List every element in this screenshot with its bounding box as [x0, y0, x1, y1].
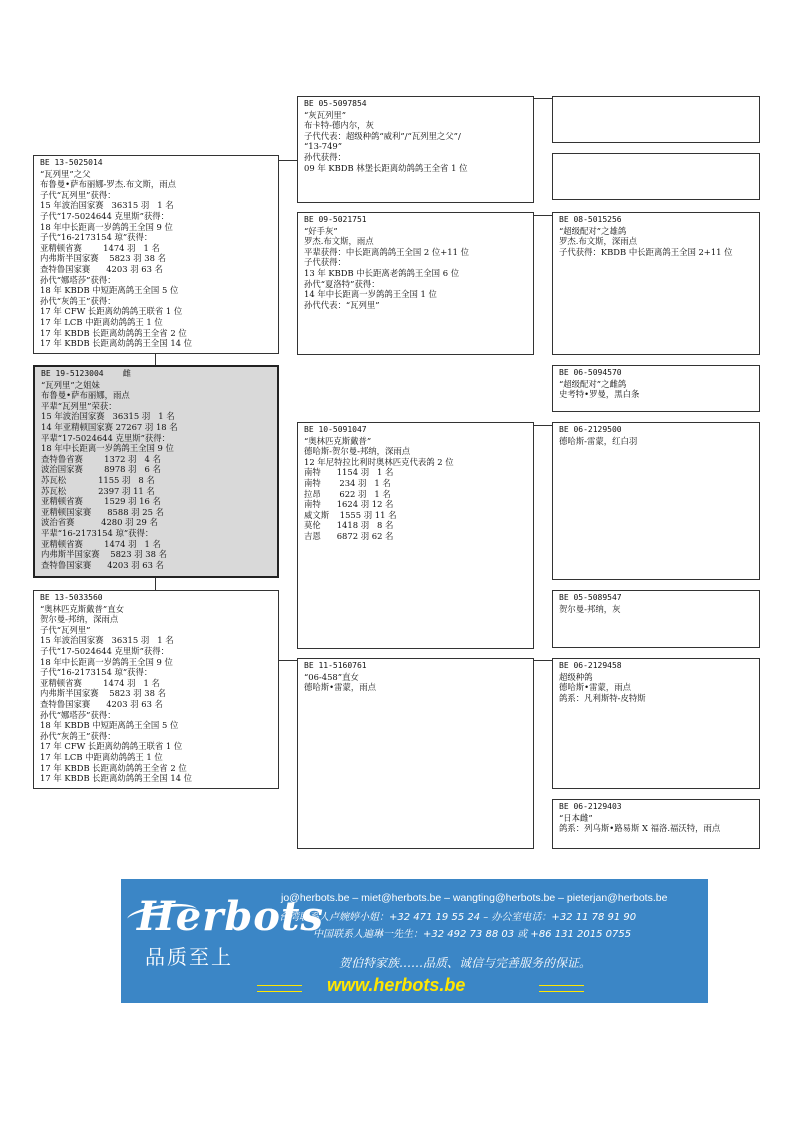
- pedigree-line: 15 年波治国家赛 36315 羽 1 名: [41, 411, 175, 422]
- pedigree-line: 17 年 LCB 中距离幼鸽鸽王 1 位: [40, 316, 163, 327]
- connector-sd-sds: [533, 215, 552, 216]
- pedigree-line: 17 年 CFW 长距离幼鸽鸽王联省 1 位: [40, 306, 183, 317]
- pedigree-line: 超级种鸽: [559, 671, 593, 682]
- pedigree-line: 18 年中长距离一岁鸽鸽王全国 9 位: [40, 656, 173, 667]
- subject-box: [33, 365, 279, 578]
- pedigree-line: 子代“瓦列里”: [40, 624, 91, 635]
- ring-number: BE 08-5015256: [559, 215, 622, 224]
- connector-sire-ss: [278, 160, 297, 161]
- pedigree-line: 布卡特-德内尔，灰: [304, 120, 374, 131]
- banner-china-contact: 中国联系人遍琳一先生：+32 492 73 88 03 或 +86 131 2015 0755: [313, 929, 632, 940]
- pedigree-line: 南特 1154 羽 1 名: [304, 467, 394, 478]
- sire-sire-box: [297, 96, 534, 203]
- banner-taiwan-contact: 台湾联系人卢婉婷小姐：+32 471 19 55 24 – 办公室电话：+32 11 78 91 90: [279, 912, 637, 923]
- pedigree-line: 14 年中长距离一岁鸽鸽王全国 1 位: [304, 289, 437, 300]
- pedigree-line: 波治国家赛 8978 羽 6 名: [41, 464, 161, 475]
- pedigree-line: “好手灰”: [304, 225, 338, 236]
- banner-motto: 贺伯特家族……品质、诚信与完善服务的保证。: [339, 956, 592, 970]
- pedigree-line: 17 年 KBDB 长距离幼鸽鸽王全国 14 位: [40, 338, 193, 349]
- dam-dam-sire-box: [552, 658, 760, 789]
- ring-number: BE 11-5160761: [304, 661, 367, 670]
- pedigree-line: 孙代“灰鸽王”获得：: [40, 295, 116, 306]
- pedigree-line: 孙代“灰鸽王”获得：: [40, 730, 116, 741]
- pedigree-line: 子代获得：: [304, 257, 346, 268]
- ring-number: BE 05-5089547: [559, 593, 622, 602]
- pedigree-line: 子代“16-2173154 琼”获得：: [40, 232, 153, 243]
- ring-number: BE 10-5091047: [304, 425, 367, 434]
- pedigree-line: 子代“16-2173154 琼”获得：: [40, 667, 153, 678]
- pedigree-line: 鸽系：列乌斯•路易斯 X 福洛.福沃特，雨点: [559, 823, 721, 834]
- pedigree-line: 17 年 LCB 中距离幼鸽鸽王 1 位: [40, 751, 163, 762]
- pedigree-line: 18 年中长距离一岁鸽鸽王全国 9 位: [41, 443, 174, 454]
- pedigree-line: 孙代“娜塔莎”获得：: [40, 274, 116, 285]
- pedigree-line: 18 年 KBDB 中短距离鸽王全国 5 位: [40, 285, 179, 296]
- pedigree-line: 内弗斯半国家赛 5823 羽 38 名: [40, 253, 166, 264]
- pedigree-line: 孙代获得：: [304, 151, 346, 162]
- pedigree-line: 17 年 CFW 长距离幼鸽鸽王联省 1 位: [40, 741, 183, 752]
- pedigree-line: 平辈“瓦列里”荣获：: [41, 400, 117, 411]
- pedigree-line: 德哈斯•雷蒙，雨点: [559, 682, 631, 693]
- pedigree-line: 15 年波治国家赛 36315 羽 1 名: [40, 200, 174, 211]
- pedigree-line: 南特 1624 羽 12 名: [304, 499, 394, 510]
- pedigree-line: 查特鲁国家赛 4203 羽 63 名: [40, 263, 163, 274]
- pedigree-line: 亚精顿省赛 1474 羽 1 名: [40, 677, 160, 688]
- pedigree-line: “超级配对”之雌鸽: [559, 378, 627, 389]
- pedigree-line: 罗杰.布文斯，深雨点: [559, 236, 638, 247]
- pedigree-line: 吉恩 6872 羽 62 名: [304, 530, 394, 541]
- pedigree-line: 威文斯 1555 羽 11 名: [304, 509, 397, 520]
- right-decor-line: [539, 985, 584, 992]
- ring-number: BE 13-5025014: [40, 158, 103, 167]
- banner-slogan: 品质至上: [145, 945, 233, 969]
- dam-sire-box: [297, 422, 534, 649]
- pedigree-line: 亚精顿国家赛 8588 羽 25 名: [41, 506, 164, 517]
- dam-sire-sire-box: [552, 422, 760, 580]
- sire-box: [33, 155, 279, 354]
- pedigree-line: “瓦列里”之父: [40, 168, 91, 179]
- ring-number: BE 09-5021751: [304, 215, 367, 224]
- pedigree-line: “灰瓦列里”: [304, 109, 347, 120]
- pedigree-line: 12 年尼特拉比利时奥林匹克代表鸽 2 位: [304, 456, 454, 467]
- pedigree-line: “奥林匹克斯戴普”直女: [40, 603, 124, 614]
- pedigree-line: 平辈“17-5024644 克里斯”获得：: [41, 432, 171, 443]
- pedigree-line: 17 年 KBDB 长距离幼鸽鸽王全省 2 位: [40, 327, 187, 338]
- pedigree-line: 亚精顿省赛 1474 羽 1 名: [40, 242, 160, 253]
- ring-number: BE 06-2129403: [559, 802, 622, 811]
- pedigree-line: 苏瓦松 2397 羽 11 名: [41, 485, 155, 496]
- pedigree-line: 贺尔曼-邦纳，深雨点: [40, 614, 119, 625]
- pedigree-line: 子代“17-5024644 克里斯”获得：: [40, 645, 170, 656]
- ring-number: BE 13-5033560: [40, 593, 103, 602]
- pedigree-line: 17 年 KBDB 长距离幼鸽鸽王全省 2 位: [40, 762, 187, 773]
- dam-dam-dam-box: [552, 799, 760, 849]
- ring-number: BE 19-5123004 雌: [41, 369, 131, 378]
- pedigree-line: 布鲁曼•萨布丽娜-罗杰.布文斯，雨点: [40, 179, 177, 190]
- pedigree-line: 德哈斯-雷蒙，红白羽: [559, 435, 638, 446]
- sire-sire-sire-box: [552, 96, 760, 143]
- dam-sire-dam-box: [552, 590, 760, 648]
- dam-box: [33, 590, 279, 789]
- pedigree-line: 亚精顿省赛 1529 羽 16 名: [41, 496, 161, 507]
- ring-number: BE 06-5094570: [559, 368, 622, 377]
- connector-ds-dss: [533, 425, 552, 426]
- pedigree-line: 孙代“娜塔莎”获得：: [40, 709, 116, 720]
- pedigree-line: 17 年 KBDB 长距离幼鸽鸽王全国 14 位: [40, 773, 193, 784]
- sire-sire-dam-box: [552, 153, 760, 200]
- pedigree-line: 德哈斯-贺尔曼-邦纳，深雨点: [304, 446, 411, 457]
- connector-ss-sss: [533, 98, 552, 99]
- pedigree-line: 子代代表：超级种鸽“威利”/“瓦列里之父”/: [304, 130, 461, 141]
- pedigree-line: 查特鲁省赛 1372 羽 4 名: [41, 453, 161, 464]
- sire-dam-dam-box: [552, 365, 760, 412]
- pedigree-line: 孙代“夏洛特”获得：: [304, 278, 380, 289]
- pedigree-line: 波治省赛 4280 羽 29 名: [41, 517, 158, 528]
- pedigree-line: 查特鲁国家赛 4203 羽 63 名: [41, 559, 164, 570]
- pedigree-line: “06-458”直女: [304, 671, 359, 682]
- banner-emails[interactable]: jo@herbots.be – miet@herbots.be – wangting@herbots.be – pieterjan@herbots.be: [281, 892, 668, 904]
- connector-subject-sire: [155, 353, 156, 365]
- sire-dam-sire-box: [552, 212, 760, 355]
- pedigree-line: 拉昂 622 羽 1 名: [304, 488, 391, 499]
- ring-number: BE 06-2129458: [559, 661, 622, 670]
- ring-number: BE 05-5097854: [304, 99, 367, 108]
- pedigree-line: 亚精顿省赛 1474 羽 1 名: [41, 538, 161, 549]
- pedigree-line: 子代“瓦列里”获得：: [40, 189, 116, 200]
- pedigree-line: 布鲁曼•萨布丽娜，雨点: [41, 390, 130, 401]
- pedigree-line: 鸽系：凡利斯特-皮特斯: [559, 692, 646, 703]
- pedigree-line: 18 年中长距离一岁鸽鸽王全国 9 位: [40, 221, 173, 232]
- left-decor-line: [257, 985, 302, 992]
- pedigree-line: 14 年亚精顿国家赛 27267 羽 18 名: [41, 421, 178, 432]
- pedigree-line: 平辈“16-2173154 琼”获得：: [41, 527, 154, 538]
- pedigree-line: 南特 234 羽 1 名: [304, 477, 391, 488]
- pedigree-line: 子代获得：KBDB 中长距离鸽王全国 2+11 位: [559, 246, 733, 257]
- pedigree-line: 罗杰.布文斯，雨点: [304, 236, 374, 247]
- pedigree-line: 苏瓦松 1155 羽 8 名: [41, 474, 155, 485]
- pedigree-line: 18 年 KBDB 中短距离鸽王全国 5 位: [40, 720, 179, 731]
- pedigree-line: “13-749”: [304, 141, 343, 152]
- pedigree-line: 15 年波治国家赛 36315 羽 1 名: [40, 635, 174, 646]
- connector-subject-dam: [155, 578, 156, 590]
- pedigree-line: 内弗斯半国家赛 5823 羽 38 名: [41, 549, 167, 560]
- sire-dam-box: [297, 212, 534, 355]
- pedigree-line: 贺尔曼-邦纳，灰: [559, 603, 621, 614]
- pedigree-line: 莫伦 1418 羽 8 名: [304, 520, 394, 531]
- dam-dam-box: [297, 658, 534, 849]
- pedigree-line: 子代“17-5024644 克里斯”获得：: [40, 210, 170, 221]
- pedigree-line: “超级配对”之雄鸽: [559, 225, 627, 236]
- pedigree-line: 内弗斯半国家赛 5823 羽 38 名: [40, 688, 166, 699]
- pedigree-line: “奥林匹克斯戴普”: [304, 435, 372, 446]
- herbots-banner: [121, 879, 708, 1003]
- pedigree-line: “瓦列里”之姐妹: [41, 379, 100, 390]
- pedigree-line: 13 年 KBDB 中长距离老鸽鸽王全国 6 位: [304, 267, 460, 278]
- pedigree-line: 德哈斯•雷蒙，雨点: [304, 682, 376, 693]
- pedigree-line: 查特鲁国家赛 4203 羽 63 名: [40, 698, 163, 709]
- connector-dd-dds: [533, 660, 552, 661]
- website-link[interactable]: www.herbots.be: [327, 975, 466, 995]
- pedigree-line: 孙代代表：“瓦列里”: [304, 299, 380, 310]
- ring-number: BE 06-2129500: [559, 425, 622, 434]
- pedigree-line: “日本雌”: [559, 812, 593, 823]
- herbots-logo: Herbots: [137, 893, 324, 940]
- connector-dam-dd: [278, 660, 297, 661]
- pedigree-line: 09 年 KBDB 林堡长距离幼鸽鸽王全省 1 位: [304, 162, 468, 173]
- pedigree-line: 史考特•罗曼，黑白条: [559, 389, 640, 400]
- pedigree-line: 平辈获得：中长距离鸽鸽王全国 2 位+11 位: [304, 246, 469, 257]
